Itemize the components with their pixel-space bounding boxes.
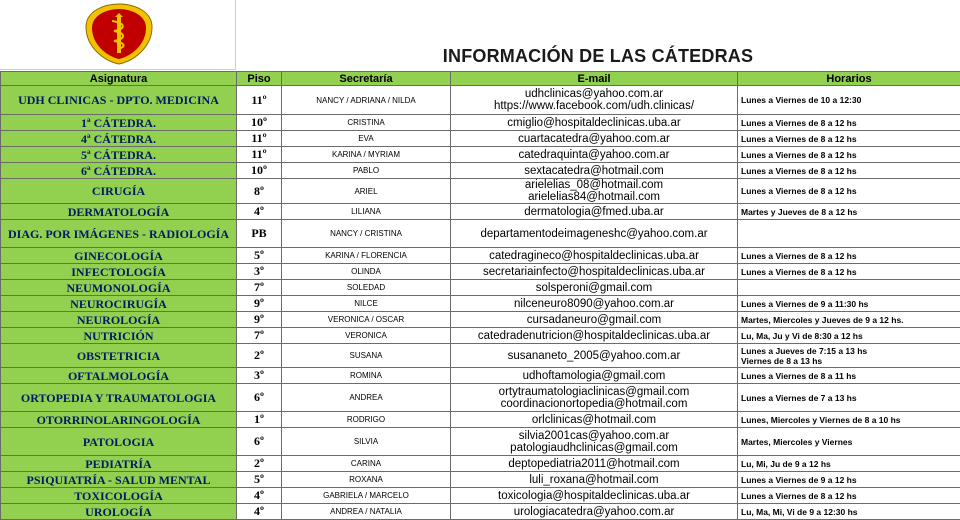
floor-number: 9º bbox=[254, 312, 264, 326]
hours-cell bbox=[738, 312, 960, 328]
secretary-cell bbox=[282, 488, 451, 504]
hours-cell bbox=[738, 131, 960, 147]
email-link[interactable]: cmiglio@hospitaldeclinicas.uba.ar bbox=[507, 117, 680, 129]
hours-cell bbox=[738, 163, 960, 179]
secretary-names: NANCY / ADRIANA / NILDA bbox=[316, 96, 415, 105]
email-cell bbox=[451, 344, 738, 368]
floor-cell bbox=[237, 328, 282, 344]
email-cell bbox=[451, 86, 738, 115]
email-cell bbox=[451, 472, 738, 488]
email-cell bbox=[451, 368, 738, 384]
secretary-cell bbox=[282, 472, 451, 488]
floor-number: 8º bbox=[254, 184, 264, 198]
hours-text: Lunes a Viernes de 10 a 12:30 bbox=[741, 95, 861, 105]
subject-cell bbox=[1, 488, 237, 504]
floor-cell bbox=[237, 220, 282, 248]
page-title: INFORMACIÓN DE LAS CÁTEDRAS bbox=[236, 46, 960, 67]
column-header-floor: Piso bbox=[237, 72, 282, 86]
email-cell bbox=[451, 328, 738, 344]
table-row bbox=[1, 264, 960, 280]
page-header bbox=[0, 0, 960, 70]
secretary-cell bbox=[282, 456, 451, 472]
hours-text: Lunes a Viernes de 8 a 12 hs bbox=[741, 186, 857, 196]
subject-cell bbox=[1, 220, 237, 248]
table-row bbox=[1, 488, 960, 504]
secretary-cell bbox=[282, 504, 451, 520]
email-link[interactable]: sextacatedra@hotmail.com bbox=[524, 165, 664, 177]
floor-number: 5º bbox=[254, 472, 264, 486]
email-link[interactable]: solsperoni@gmail.com bbox=[536, 282, 653, 294]
secretary-names: ANDREA bbox=[349, 393, 382, 402]
email-cell bbox=[451, 312, 738, 328]
email-cell bbox=[451, 115, 738, 131]
floor-number: 7º bbox=[254, 328, 264, 342]
table-row bbox=[1, 384, 960, 412]
email-link[interactable]: cursadaneuro@gmail.com bbox=[527, 314, 661, 326]
subject-name: NEUROCIRUGÍA bbox=[70, 297, 167, 311]
hours-text: Lu, Ma, Ju y Vi de 8:30 a 12 hs bbox=[741, 331, 863, 341]
secretary-names: VERONICA / OSCAR bbox=[328, 315, 404, 324]
email-cell bbox=[451, 147, 738, 163]
hours-cell bbox=[738, 179, 960, 204]
email-link-secondary[interactable]: https://www.facebook.com/udh.clinicas/ bbox=[494, 100, 694, 112]
floor-cell bbox=[237, 296, 282, 312]
subject-name: PSIQUIATRÍA - SALUD MENTAL bbox=[27, 473, 211, 487]
hours-cell bbox=[738, 504, 960, 520]
table-row bbox=[1, 131, 960, 147]
floor-number: 9º bbox=[254, 296, 264, 310]
floor-cell bbox=[237, 86, 282, 115]
email-cell bbox=[451, 280, 738, 296]
floor-cell bbox=[237, 504, 282, 520]
table-row bbox=[1, 115, 960, 131]
hours-cell bbox=[738, 86, 960, 115]
floor-number: 4º bbox=[254, 204, 264, 218]
hours-text: Lunes a Viernes de 8 a 12 hs bbox=[741, 491, 857, 501]
subject-cell bbox=[1, 328, 237, 344]
subject-name: OBSTETRICIA bbox=[77, 349, 160, 363]
subject-cell bbox=[1, 204, 237, 220]
table-row bbox=[1, 163, 960, 179]
hours-cell bbox=[738, 344, 960, 368]
floor-cell bbox=[237, 204, 282, 220]
hours-text: Martes y Jueves de 8 a 12 hs bbox=[741, 207, 857, 217]
secretary-names: GABRIELA / MARCELO bbox=[323, 491, 409, 500]
table-row bbox=[1, 368, 960, 384]
floor-cell bbox=[237, 147, 282, 163]
email-cell bbox=[451, 220, 738, 248]
secretary-cell bbox=[282, 296, 451, 312]
table-row bbox=[1, 412, 960, 428]
hours-text: Martes, Miercoles y Jueves de 9 a 12 hs. bbox=[741, 315, 904, 325]
secretary-names: CARINA bbox=[351, 459, 381, 468]
table-row bbox=[1, 280, 960, 296]
secretary-names: KARINA / FLORENCIA bbox=[325, 251, 407, 260]
secretary-names: SUSANA bbox=[350, 351, 383, 360]
email-link[interactable]: nilceneuro8090@yahoo.com.ar bbox=[514, 298, 674, 310]
secretary-cell bbox=[282, 115, 451, 131]
subject-name: UROLOGÍA bbox=[85, 505, 152, 519]
email-cell bbox=[451, 131, 738, 147]
secretary-cell bbox=[282, 163, 451, 179]
subject-name: INFECTOLOGÍA bbox=[71, 265, 165, 279]
secretary-cell bbox=[282, 86, 451, 115]
subject-name: NEUROLOGÍA bbox=[77, 313, 160, 327]
subject-name: NEUMONOLOGÍA bbox=[66, 281, 170, 295]
secretary-names: ARIEL bbox=[354, 187, 377, 196]
secretary-cell bbox=[282, 312, 451, 328]
floor-cell bbox=[237, 488, 282, 504]
email-link[interactable]: susananeto_2005@yahoo.com.ar bbox=[508, 350, 681, 362]
table-row bbox=[1, 179, 960, 204]
hours-cell bbox=[738, 296, 960, 312]
secretary-cell bbox=[282, 220, 451, 248]
floor-number: 3º bbox=[254, 368, 264, 382]
email-cell bbox=[451, 456, 738, 472]
hours-cell bbox=[738, 220, 960, 248]
secretary-names: SILVIA bbox=[354, 437, 378, 446]
floor-cell bbox=[237, 163, 282, 179]
subject-cell bbox=[1, 163, 237, 179]
subject-cell bbox=[1, 147, 237, 163]
subject-cell bbox=[1, 412, 237, 428]
hours-cell bbox=[738, 384, 960, 412]
secretary-names: ROMINA bbox=[350, 371, 382, 380]
subject-cell bbox=[1, 296, 237, 312]
hours-text: Lunes a Viernes de 8 a 12 hs bbox=[741, 118, 857, 128]
table-row bbox=[1, 504, 960, 520]
hours-text: Lunes a Viernes de 8 a 12 hs bbox=[741, 267, 857, 277]
subject-cell bbox=[1, 344, 237, 368]
floor-cell bbox=[237, 456, 282, 472]
secretary-names: EVA bbox=[358, 134, 373, 143]
subject-cell bbox=[1, 472, 237, 488]
secretary-cell bbox=[282, 428, 451, 456]
email-link-secondary[interactable]: arielelias84@hotmail.com bbox=[528, 191, 660, 203]
table-row bbox=[1, 312, 960, 328]
subject-name: ORTOPEDIA Y TRAUMATOLOGIA bbox=[21, 391, 216, 405]
hours-cell bbox=[738, 147, 960, 163]
table-row bbox=[1, 296, 960, 312]
email-link[interactable]: udhclinicas@yahoo.com.ar bbox=[525, 88, 663, 100]
column-header-email: E-mail bbox=[451, 72, 738, 86]
secretary-cell bbox=[282, 179, 451, 204]
subject-cell bbox=[1, 264, 237, 280]
email-link[interactable]: toxicologia@hospitaldeclinicas.uba.ar bbox=[498, 490, 690, 502]
floor-number: 11º bbox=[251, 147, 266, 161]
column-header-secretary: Secretaría bbox=[282, 72, 451, 86]
email-link[interactable]: catedragineco@hospitaldeclinicas.uba.ar bbox=[489, 250, 699, 262]
email-cell bbox=[451, 264, 738, 280]
floor-cell bbox=[237, 428, 282, 456]
floor-number: 2º bbox=[254, 456, 264, 470]
floor-cell bbox=[237, 472, 282, 488]
secretary-names: OLINDA bbox=[351, 267, 381, 276]
subject-cell bbox=[1, 179, 237, 204]
column-header-subject: Asignatura bbox=[1, 72, 237, 86]
email-link[interactable]: secretariainfecto@hospitaldeclinicas.uba.ar bbox=[483, 266, 705, 278]
subject-name: OFTALMOLOGÍA bbox=[68, 369, 169, 383]
floor-number: 4º bbox=[254, 504, 264, 518]
hours-cell bbox=[738, 488, 960, 504]
floor-number: PB bbox=[251, 226, 266, 240]
subject-name: 4ª CÁTEDRA. bbox=[81, 132, 156, 146]
subject-cell bbox=[1, 428, 237, 456]
hours-cell bbox=[738, 204, 960, 220]
email-cell bbox=[451, 428, 738, 456]
secretary-cell bbox=[282, 384, 451, 412]
email-cell bbox=[451, 504, 738, 520]
email-link[interactable]: deptopediatria2011@hotmail.com bbox=[508, 458, 679, 470]
floor-number: 10º bbox=[251, 115, 267, 129]
secretary-cell bbox=[282, 131, 451, 147]
secretary-names: CRISTINA bbox=[347, 118, 384, 127]
secretary-names: ROXANA bbox=[349, 475, 383, 484]
table-row bbox=[1, 428, 960, 456]
subject-name: 1ª CÁTEDRA. bbox=[81, 116, 156, 130]
email-link[interactable]: catedradenutricion@hospitaldeclinicas.uba.ar bbox=[478, 330, 710, 342]
floor-cell bbox=[237, 344, 282, 368]
floor-cell bbox=[237, 384, 282, 412]
subject-cell bbox=[1, 504, 237, 520]
floor-number: 11º bbox=[251, 131, 266, 145]
hours-text: Lunes a Viernes de 8 a 12 hs bbox=[741, 251, 857, 261]
floor-number: 6º bbox=[254, 390, 264, 404]
hours-cell bbox=[738, 412, 960, 428]
hours-cell bbox=[738, 280, 960, 296]
email-link[interactable]: udhoftamologia@gmail.com bbox=[523, 370, 666, 382]
email-cell bbox=[451, 488, 738, 504]
table-body bbox=[1, 86, 960, 520]
floor-number: 7º bbox=[254, 280, 264, 294]
secretary-names: VERONICA bbox=[345, 331, 387, 340]
secretary-names: KARINA / MYRIAM bbox=[332, 150, 400, 159]
email-link[interactable]: arielelias_08@hotmail.com bbox=[525, 179, 663, 191]
hours-cell bbox=[738, 264, 960, 280]
email-link-secondary[interactable]: coordinacionortopedia@hotmail.com bbox=[501, 398, 688, 410]
email-link[interactable]: dermatologia@fmed.uba.ar bbox=[524, 206, 664, 218]
hours-text: Lunes a Viernes de 9 a 12 hs bbox=[741, 475, 857, 485]
floor-number: 6º bbox=[254, 434, 264, 448]
hours-cell bbox=[738, 328, 960, 344]
subject-cell bbox=[1, 280, 237, 296]
hospital-crest-logo bbox=[82, 3, 156, 65]
email-link[interactable]: orlclinicas@hotmail.com bbox=[532, 414, 656, 426]
subject-name: TOXICOLOGÍA bbox=[74, 489, 162, 503]
floor-number: 10º bbox=[251, 163, 267, 177]
hours-text: Lunes, Miercoles y Viernes de 8 a 10 hs bbox=[741, 415, 901, 425]
hours-cell bbox=[738, 115, 960, 131]
email-cell bbox=[451, 204, 738, 220]
subject-name: CIRUGÍA bbox=[92, 184, 145, 198]
email-link[interactable]: urologiacatedra@yahoo.com.ar bbox=[514, 506, 675, 518]
subject-cell bbox=[1, 115, 237, 131]
secretary-names: NANCY / CRISTINA bbox=[330, 229, 402, 238]
floor-number: 1º bbox=[254, 412, 264, 426]
email-link[interactable]: ortytraumatologiaclinicas@gmail.com bbox=[499, 386, 690, 398]
subject-name: OTORRINOLARINGOLOGÍA bbox=[37, 413, 201, 427]
subject-name: 6ª CÁTEDRA. bbox=[81, 164, 156, 178]
email-link-secondary[interactable]: patologiaudhclinicas@gmail.com bbox=[510, 442, 678, 454]
floor-number: 4º bbox=[254, 488, 264, 502]
subject-cell bbox=[1, 248, 237, 264]
subject-name: GINECOLOGÍA bbox=[74, 249, 163, 263]
floor-cell bbox=[237, 312, 282, 328]
secretary-cell bbox=[282, 147, 451, 163]
table-row bbox=[1, 328, 960, 344]
secretary-cell bbox=[282, 280, 451, 296]
floor-cell bbox=[237, 115, 282, 131]
email-cell bbox=[451, 384, 738, 412]
hours-text: Lunes a Viernes de 7 a 13 hs bbox=[741, 393, 857, 403]
hours-text: Lu, Ma, Mi, Vi de 9 a 12:30 hs bbox=[741, 507, 858, 517]
table-row bbox=[1, 147, 960, 163]
floor-number: 11º bbox=[251, 93, 266, 107]
table-row bbox=[1, 456, 960, 472]
secretary-cell bbox=[282, 264, 451, 280]
table-header-row bbox=[1, 72, 960, 86]
secretary-names: LILIANA bbox=[351, 207, 381, 216]
subject-name: UDH CLINICAS - DPTO. MEDICINA bbox=[18, 93, 219, 107]
floor-cell bbox=[237, 248, 282, 264]
table-row bbox=[1, 204, 960, 220]
hours-text: Lunes a Viernes de 8 a 12 hs bbox=[741, 134, 857, 144]
subject-cell bbox=[1, 384, 237, 412]
secretary-names: SOLEDAD bbox=[347, 283, 385, 292]
subject-name: PEDIATRÍA bbox=[85, 457, 151, 471]
hours-text: Lunes a Viernes de 9 a 11:30 hs bbox=[741, 299, 868, 309]
subject-cell bbox=[1, 131, 237, 147]
email-cell bbox=[451, 248, 738, 264]
logo-cell bbox=[0, 0, 236, 70]
email-cell bbox=[451, 179, 738, 204]
subject-name: DIAG. POR IMÁGENES - RADIOLOGÍA bbox=[8, 227, 229, 241]
secretary-cell bbox=[282, 204, 451, 220]
email-cell bbox=[451, 412, 738, 428]
hours-text-secondary: Viernes de 8 a 13 hs bbox=[741, 356, 822, 366]
chairs-table bbox=[0, 71, 960, 520]
secretary-names: PABLO bbox=[353, 166, 379, 175]
subject-name: 5ª CÁTEDRA. bbox=[81, 148, 156, 162]
hours-text: Lunes a Viernes de 8 a 12 hs bbox=[741, 150, 857, 160]
table-row bbox=[1, 86, 960, 115]
floor-number: 2º bbox=[254, 348, 264, 362]
secretary-cell bbox=[282, 412, 451, 428]
subject-name: PATOLOGIA bbox=[83, 435, 154, 449]
email-link[interactable]: catedraquinta@yahoo.com.ar bbox=[518, 149, 669, 161]
secretary-names: ANDREA / NATALIA bbox=[330, 507, 402, 516]
subject-cell bbox=[1, 86, 237, 115]
email-cell bbox=[451, 296, 738, 312]
hours-cell bbox=[738, 456, 960, 472]
hours-cell bbox=[738, 472, 960, 488]
email-link[interactable]: silvia2001cas@yahoo.com.ar bbox=[519, 430, 669, 442]
floor-cell bbox=[237, 280, 282, 296]
email-link[interactable]: luli_roxana@hotmail.com bbox=[529, 474, 658, 486]
subject-cell bbox=[1, 368, 237, 384]
floor-cell bbox=[237, 264, 282, 280]
subject-cell bbox=[1, 456, 237, 472]
hours-text: Lunes a Viernes de 8 a 12 hs bbox=[741, 166, 857, 176]
floor-cell bbox=[237, 368, 282, 384]
hours-cell bbox=[738, 248, 960, 264]
email-link[interactable]: cuartacatedra@yahoo.com.ar bbox=[518, 133, 670, 145]
subject-name: NUTRICIÓN bbox=[83, 329, 153, 343]
hours-text: Lunes a Jueves de 7:15 a 13 hs bbox=[741, 346, 867, 356]
table-row bbox=[1, 220, 960, 248]
email-cell bbox=[451, 163, 738, 179]
email-link[interactable]: departamentodeimageneshc@yahoo.com.ar bbox=[480, 228, 707, 240]
table-row bbox=[1, 344, 960, 368]
hours-cell bbox=[738, 428, 960, 456]
secretary-cell bbox=[282, 248, 451, 264]
secretary-names: NILCE bbox=[354, 299, 378, 308]
subject-name: DERMATOLOGÍA bbox=[68, 205, 170, 219]
subject-cell bbox=[1, 312, 237, 328]
secretary-cell bbox=[282, 344, 451, 368]
secretary-names: RODRIGO bbox=[347, 415, 385, 424]
secretary-cell bbox=[282, 368, 451, 384]
table-row bbox=[1, 472, 960, 488]
hours-text: Lu, Mi, Ju de 9 a 12 hs bbox=[741, 459, 831, 469]
floor-cell bbox=[237, 131, 282, 147]
hours-text: Lunes a Viernes de 8 a 11 hs bbox=[741, 371, 856, 381]
hours-text: Martes, Miercoles y Viernes bbox=[741, 437, 852, 447]
hours-cell bbox=[738, 368, 960, 384]
table-row bbox=[1, 248, 960, 264]
secretary-cell bbox=[282, 328, 451, 344]
column-header-hours: Horarios bbox=[738, 72, 960, 86]
floor-number: 5º bbox=[254, 248, 264, 262]
floor-cell bbox=[237, 412, 282, 428]
floor-number: 3º bbox=[254, 264, 264, 278]
floor-cell bbox=[237, 179, 282, 204]
